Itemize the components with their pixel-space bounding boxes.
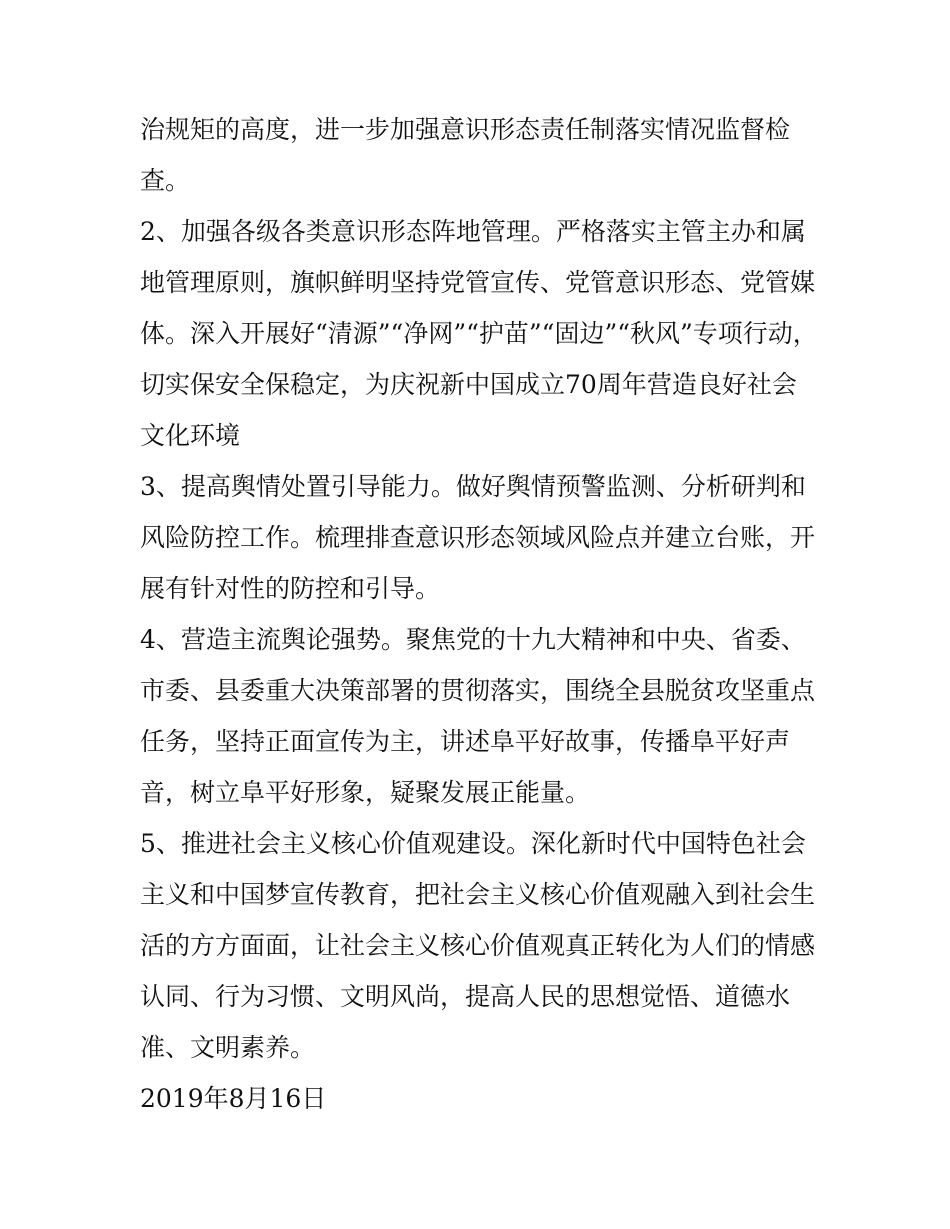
paragraph-line: 音，树立阜平好形象，疑聚发展正能量。 [140, 778, 591, 807]
paragraph-line: 体。深入开展好“清源”“净网”“护苗”“固边”“秋风”专项行动， [140, 319, 818, 348]
paragraph-line: 查。 [140, 166, 191, 195]
paragraph-line: 认同、行为习惯、文明风尚，提高人民的思想觉悟、道德水 [140, 982, 791, 1011]
item-4-heading-line: 4、营造主流舆论强势。聚焦党的十九大精神和中央、省委、 [140, 625, 806, 654]
paragraph-line: 展有针对性的防控和引导。 [140, 574, 441, 603]
paragraph-line: 治规矩的高度，进一步加强意识形态责任制落实情况监督检 [140, 115, 791, 144]
paragraph-line: 文化环境 [140, 421, 241, 450]
paragraph-line: 市委、县委重大决策部署的贯彻落实，围绕全县脱贫攻坚重点 [140, 676, 816, 705]
paragraph-line: 地管理原则，旗帜鲜明坚持党管宣传、党管意识形态、党管媒 [140, 268, 816, 297]
paragraph-line: 准、文明素养。 [140, 1033, 316, 1062]
paragraph-line: 切实保安全保稳定，为庆祝新中国成立70周年营造良好社会 [140, 370, 797, 399]
item-3-heading-line: 3、提高舆情处置引导能力。做好舆情预警监测、分析研判和 [140, 472, 806, 501]
item-5-heading-line: 5、推进社会主义核心价值观建设。深化新时代中国特色社会 [140, 829, 806, 858]
item-2-heading-line: 2、加强各级各类意识形态阵地管理。严格落实主管主办和属 [140, 217, 806, 246]
paragraph-line: 任务，坚持正面宣传为主，讲述阜平好故事，传播阜平好声 [140, 727, 791, 756]
paragraph-line: 主义和中国梦宣传教育，把社会主义核心价值观融入到社会生 [140, 880, 816, 909]
paragraph-line: 活的方方面面，让社会主义核心价值观真正转化为人们的情感 [140, 931, 816, 960]
paragraph-line: 风险防控工作。梳理排查意识形态领域风险点并建立台账，开 [140, 523, 816, 552]
document-date: 2019年8月16日 [140, 1084, 327, 1113]
